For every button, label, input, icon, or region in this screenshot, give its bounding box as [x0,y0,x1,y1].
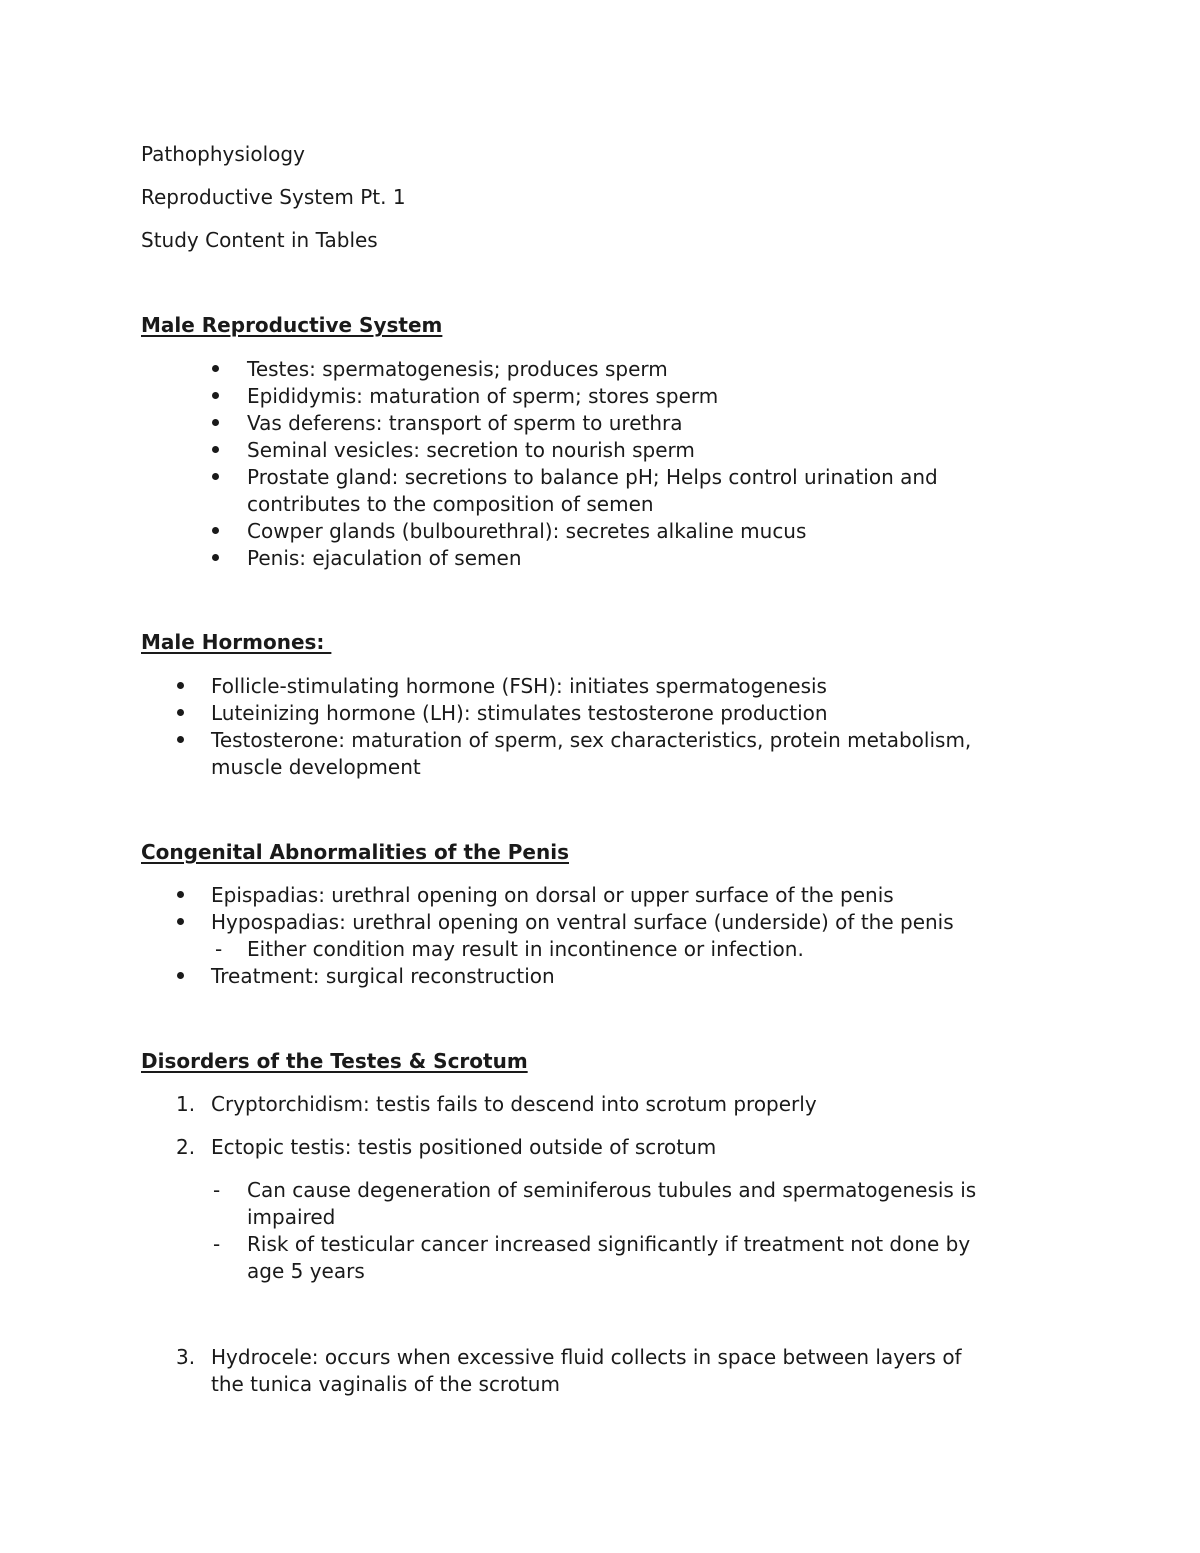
course-title: Pathophysiology [141,142,305,166]
list-item: Seminal vesicles: secretion to nourish sperm [247,438,695,462]
list-item: Testes: spermatogenesis; produces sperm [247,357,668,381]
list-item-continuation: muscle development [211,755,421,779]
bullet-icon [177,891,184,898]
bullet-icon [212,446,219,453]
list-item: Vas deferens: transport of sperm to urethra [247,411,683,435]
topic-title: Reproductive System Pt. 1 [141,185,406,209]
section-heading-male-hormones: Male Hormones: [141,630,332,654]
bullet-icon [177,682,184,689]
bullet-icon [177,709,184,716]
list-item: Cryptorchidism: testis fails to descend into scrotum properly [211,1092,817,1116]
list-item-continuation: contributes to the composition of semen [247,492,654,516]
sub-list-item: Either condition may result in incontinence or infection. [247,937,804,961]
bullet-icon [212,554,219,561]
list-item: Luteinizing hormone (LH): stimulates testosterone production [211,701,828,725]
list-item: Cowper glands (bulbourethral): secretes alkaline mucus [247,519,807,543]
bullet-icon [177,972,184,979]
list-number: 3. [176,1345,196,1369]
dash-marker: - [213,1178,221,1202]
sub-list-item-continuation: age 5 years [247,1259,365,1283]
list-item: Epididymis: maturation of sperm; stores sperm [247,384,719,408]
bullet-icon [212,419,219,426]
list-item: Penis: ejaculation of semen [247,546,522,570]
sub-list-item: Can cause degeneration of seminiferous tubules and spermatogenesis is [247,1178,977,1202]
list-item: Epispadias: urethral opening on dorsal or upper surface of the penis [211,883,894,907]
section-heading-disorders: Disorders of the Testes & Scrotum [141,1049,528,1073]
section-heading-congenital: Congenital Abnormalities of the Penis [141,840,569,864]
bullet-icon [212,365,219,372]
bullet-icon [212,392,219,399]
sub-list-item: Risk of testicular cancer increased significantly if treatment not done by [247,1232,971,1256]
dash-marker: - [215,937,223,961]
list-number: 2. [176,1135,196,1159]
sub-list-item-continuation: impaired [247,1205,336,1229]
list-item-continuation: the tunica vaginalis of the scrotum [211,1372,560,1396]
subtitle: Study Content in Tables [141,228,378,252]
list-item: Follicle-stimulating hormone (FSH): initiates spermatogenesis [211,674,827,698]
list-item: Prostate gland: secretions to balance pH; Helps control urination and [247,465,938,489]
bullet-icon [177,918,184,925]
dash-marker: - [213,1232,221,1256]
list-item: Hypospadias: urethral opening on ventral surface (underside) of the penis [211,910,954,934]
list-item: Ectopic testis: testis positioned outside of scrotum [211,1135,717,1159]
list-number: 1. [176,1092,196,1116]
list-item: Hydrocele: occurs when excessive fluid collects in space between layers of [211,1345,962,1369]
bullet-icon [212,473,219,480]
bullet-icon [212,527,219,534]
list-item: Treatment: surgical reconstruction [211,964,555,988]
section-heading-male-system: Male Reproductive System [141,313,443,337]
list-item: Testosterone: maturation of sperm, sex characteristics, protein metabolism, [211,728,972,752]
bullet-icon [177,736,184,743]
